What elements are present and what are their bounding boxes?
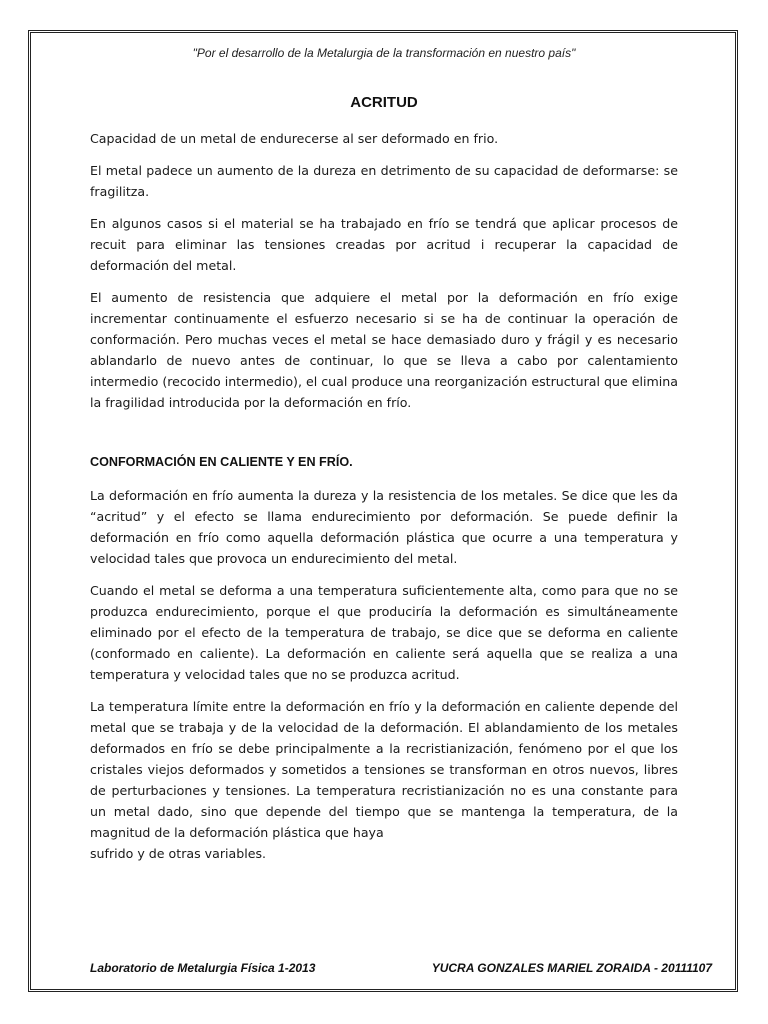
footer-lab-name: Laboratorio de Metalurgia Física 1-2013 (90, 961, 316, 975)
header-quote: "Por el desarrollo de la Metalurgia de la transformación en nuestro país" (192, 46, 576, 60)
section-conformacion (90, 485, 678, 875)
paragraph: La deformación en frío aumenta la dureza y la resistencia de los metales. Se dice que les da “acritud” y el efecto se llama endurecimiento por deformación. Se puede definir la deformación en frío como aquella deformación plástica que ocurre a una temperatura y velocidad tales que provoca un endurecimiento del metal. (90, 488, 678, 566)
paragraph: El aumento de resistencia que adquiere el metal por la deformación en frío exige incrementar continuamente el esfuerzo necesario si se ha de continuar la operación de conformación. Pero muchas veces el metal se hace demasiado duro y frágil y es necesario ablandarlo de nuevo antes de continuar, lo que se lleva a cabo por calentamiento intermedio (recocido intermedio), el cual produce una reorganización estructural que elimina la fragilidad introducida por la deformación en frío. (90, 290, 678, 410)
section-acritud (90, 128, 678, 424)
paragraph-last-line: sufrido y de otras variables. (90, 846, 267, 861)
paragraph: El metal padece un aumento de la dureza en detrimento de su capacidad de deformarse: se fragilitza. (90, 163, 678, 199)
paragraph: La temperatura límite entre la deformación en frío y la deformación en caliente depende del metal que se trabaja y de la velocidad de la deformación. El ablandamiento de los metales deformados en frío se debe principalmente a la recristianización, fenómeno por el que los cristales viejos deformados y sometidos a tensiones se transforman en otros nuevos, libres de perturbaciones y tensiones. La temperatura recristianización no es una constante para un metal dado, sino que depende del tiempo que se mantenga la temperatura, de la magnitud de la deformación plástica que haya (90, 699, 678, 840)
footer-author: YUCRA GONZALES MARIEL ZORAIDA - 20111107 (431, 961, 712, 975)
section-heading: CONFORMACIÓN EN CALIENTE Y EN FRÍO. (90, 455, 353, 469)
paragraph: Capacidad de un metal de endurecerse al ser deformado en frio. (90, 131, 499, 146)
paragraph: Cuando el metal se deforma a una temperatura suficientemente alta, como para que no se produzca endurecimiento, porque el que produciría la deformación es simultáneamente eliminado por el efecto de la temperatura de trabajo, se dice que se deforma en caliente (conformado en caliente). La deformación en caliente será aquella que se realiza a una temperatura y velocidad tales que no se produzca acritud. (90, 583, 678, 682)
paragraph: En algunos casos si el material se ha trabajado en frío se tendrá que aplicar procesos de recuit para eliminar las tensiones creadas por acritud i recuperar la capacidad de deformación del metal. (90, 216, 678, 273)
page-title: ACRITUD (350, 94, 418, 111)
